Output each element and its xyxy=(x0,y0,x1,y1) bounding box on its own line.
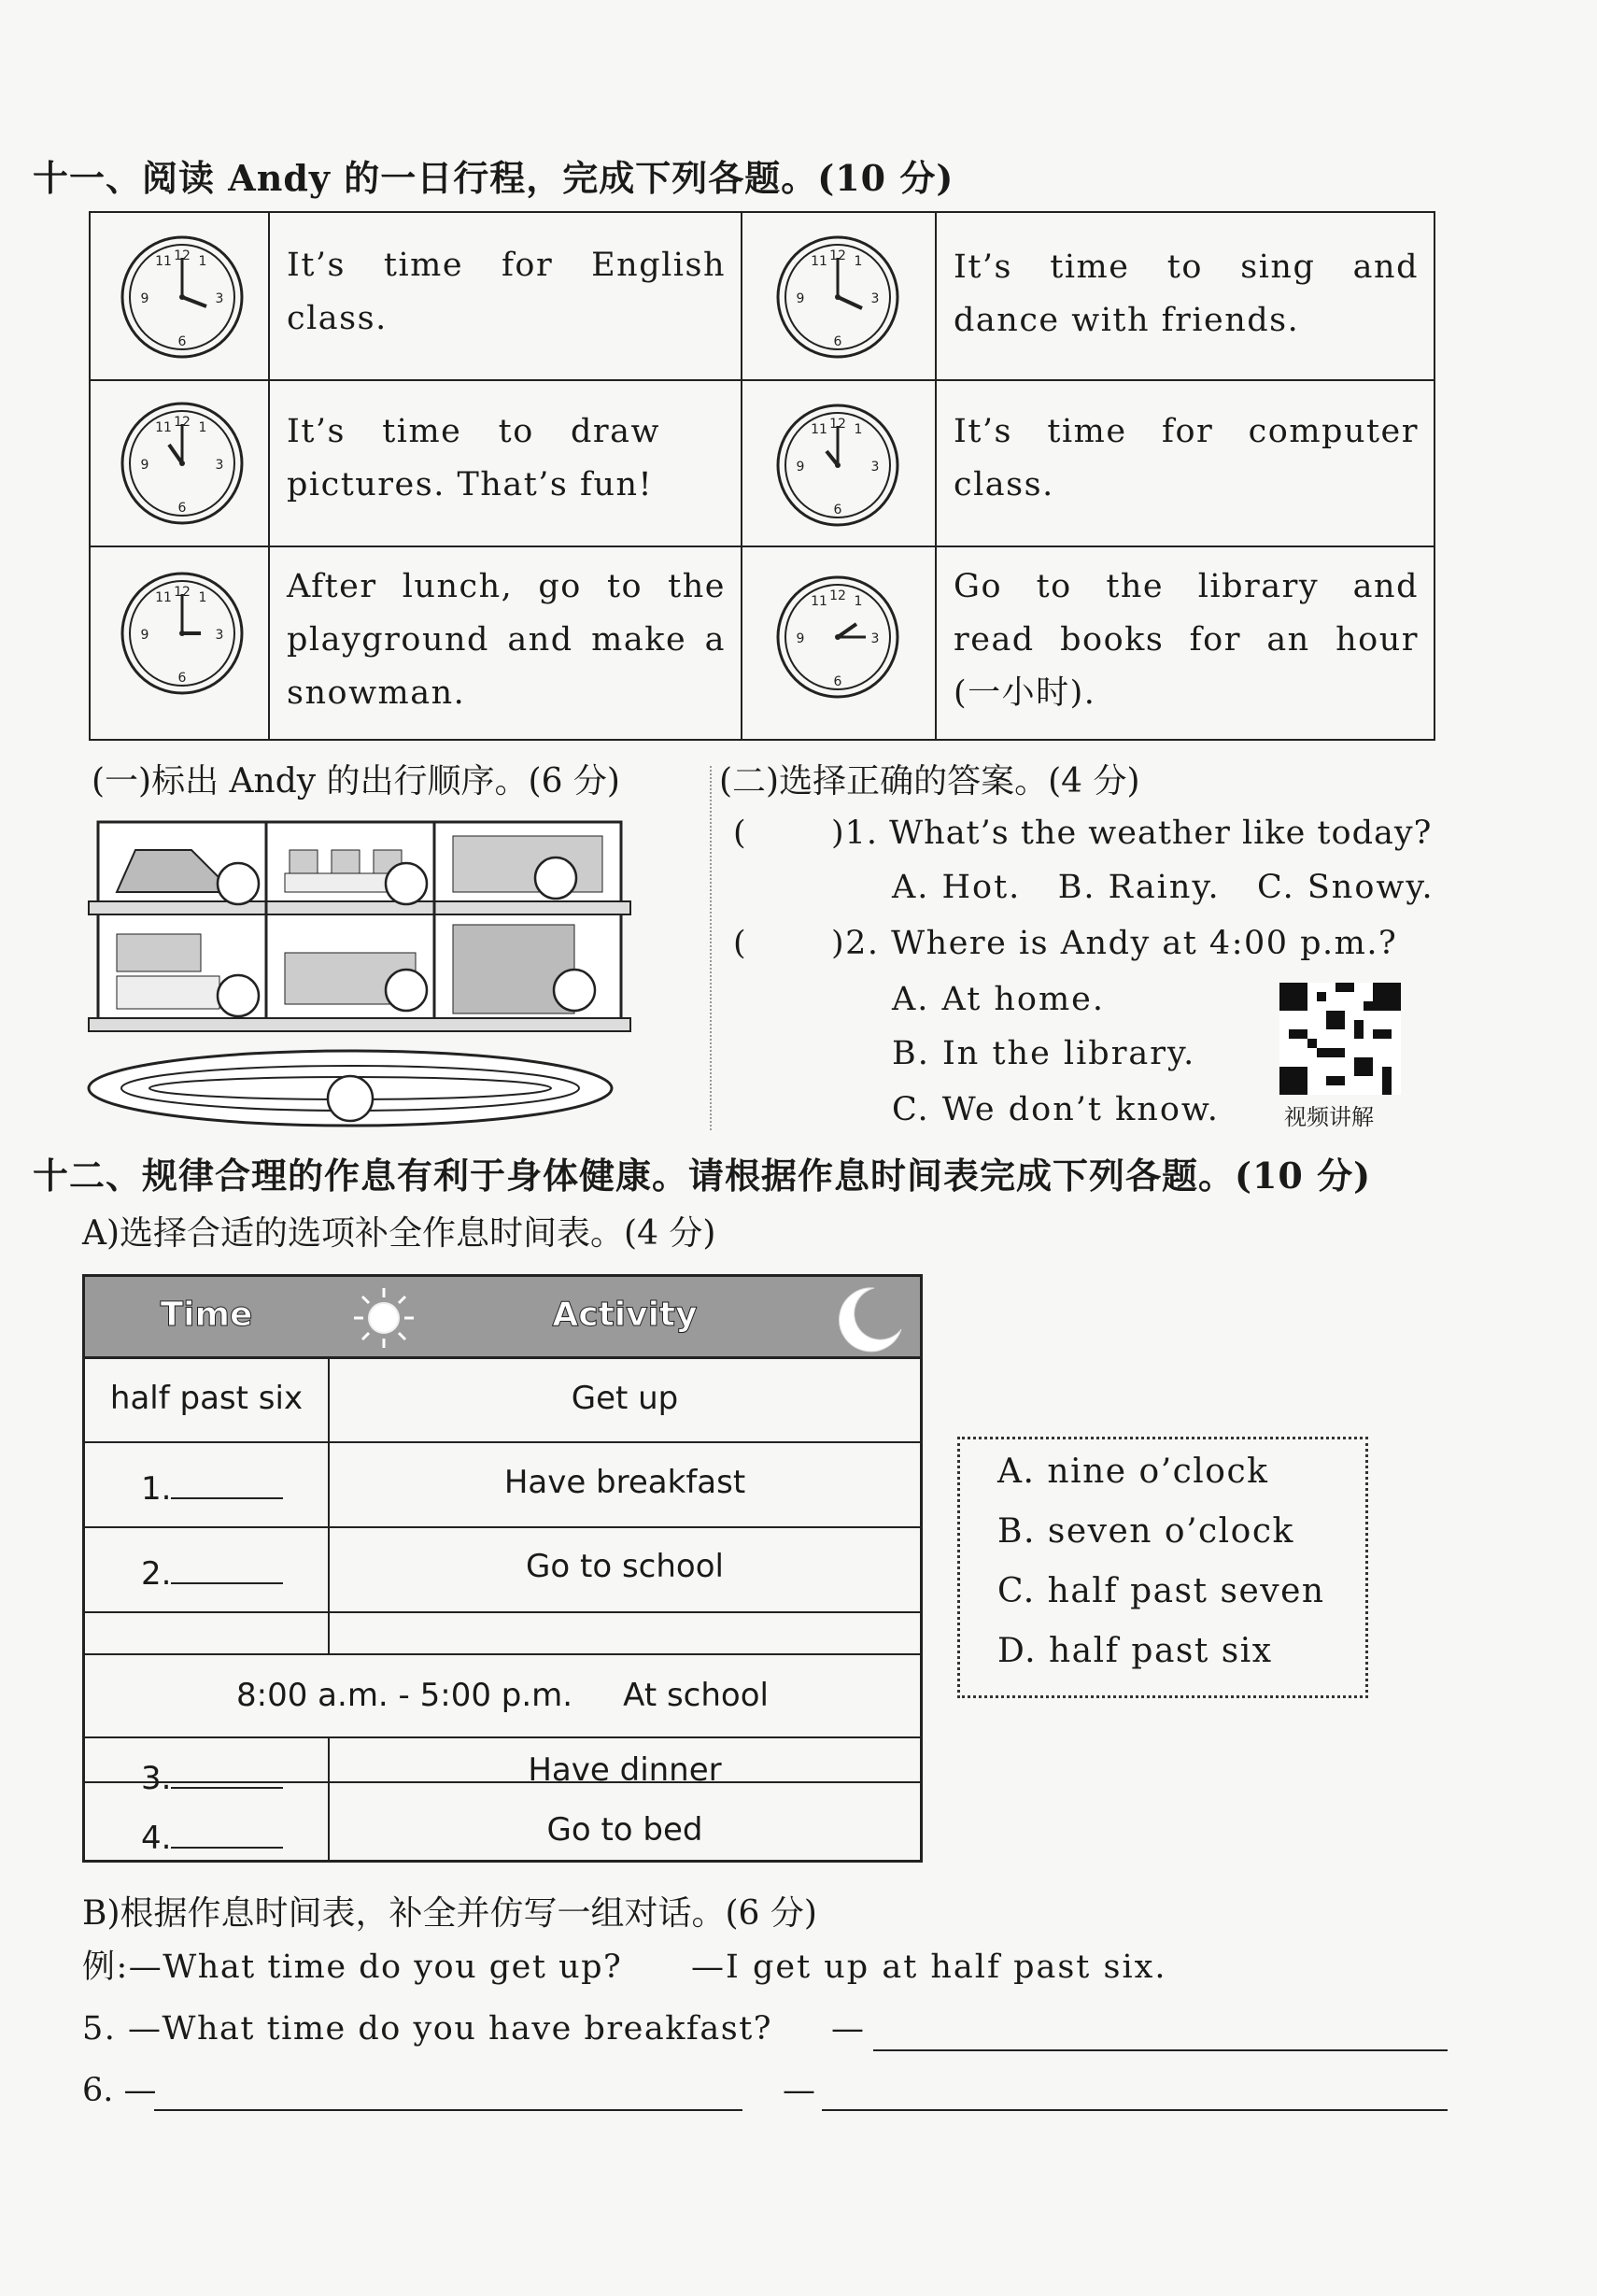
svg-text:9: 9 xyxy=(796,291,805,306)
svg-text:11: 11 xyxy=(811,254,827,269)
q6-question-line[interactable] xyxy=(154,2109,742,2111)
svg-text:3: 3 xyxy=(870,460,880,475)
blank-number: 3. xyxy=(141,1760,172,1797)
partB-title: B)根据作息时间表，补全并仿写一组对话。(6 分) xyxy=(82,1894,817,1933)
svg-text:6: 6 xyxy=(177,671,187,686)
q1-options: A. Hot. B. Rainy. C. Snowy. xyxy=(892,869,1434,906)
svg-text:12: 12 xyxy=(829,248,846,263)
svg-text:9: 9 xyxy=(796,631,805,646)
svg-text:6: 6 xyxy=(833,674,842,689)
school-time: 8:00 a.m. - 5:00 p.m. xyxy=(236,1677,573,1714)
options-box xyxy=(957,1437,1368,1698)
clock-icon xyxy=(117,232,247,362)
schedule-text: After lunch, go to the playground and make a snowman. xyxy=(287,568,726,712)
q6-answer-line[interactable] xyxy=(822,2109,1448,2111)
svg-text:1: 1 xyxy=(198,254,207,269)
option-item: D. half past six xyxy=(997,1632,1273,1670)
svg-text:9: 9 xyxy=(796,460,805,475)
schedule-text: It’s time to sing and dance with friends. xyxy=(954,248,1419,339)
school-activity: At school xyxy=(623,1677,769,1714)
row-activity: Have breakfast xyxy=(503,1464,746,1501)
blank-2[interactable] xyxy=(141,1554,283,1593)
q5-answer-line[interactable] xyxy=(873,2049,1448,2051)
clock-icon xyxy=(117,398,247,529)
option-item: B. seven o’clock xyxy=(997,1512,1294,1551)
svg-text:1: 1 xyxy=(854,422,863,437)
schedule-text: It’s time for English class. xyxy=(287,247,726,337)
partA-title: A)选择合适的选项补全作息时间表。(4 分) xyxy=(82,1214,716,1253)
svg-text:12: 12 xyxy=(174,248,191,263)
svg-text:1: 1 xyxy=(854,254,863,269)
blank-number: 4. xyxy=(141,1820,172,1857)
row-activity: Go to bed xyxy=(546,1811,703,1849)
svg-text:9: 9 xyxy=(140,291,149,306)
row-activity: Go to school xyxy=(526,1548,724,1585)
q5-question: 5. —What time do you have breakfast? xyxy=(82,2010,773,2048)
svg-text:3: 3 xyxy=(215,628,224,643)
q2-option-c: C. We don’t know. xyxy=(892,1091,1220,1128)
svg-text:11: 11 xyxy=(811,422,827,437)
part2-title: (二)选择正确的答案。(4 分) xyxy=(719,762,1140,801)
svg-text:3: 3 xyxy=(870,631,880,646)
schedule-table xyxy=(89,211,1435,741)
blank-number: 1. xyxy=(141,1470,172,1508)
schedule-text: Go to the library and read books for an hour (一小时). xyxy=(954,568,1419,712)
schedule-text: It’s time to draw pictures. That’s fun! xyxy=(287,413,660,503)
q2-paren: ( xyxy=(733,925,746,962)
option-item: C. half past seven xyxy=(997,1572,1325,1610)
svg-text:11: 11 xyxy=(155,420,172,435)
clock-icon xyxy=(772,400,903,531)
svg-text:6: 6 xyxy=(177,501,187,516)
col-activity-header: Activity xyxy=(552,1296,698,1334)
clock-icon xyxy=(772,232,903,362)
q1-paren: ( xyxy=(733,815,746,852)
example-dialogue xyxy=(82,1941,622,1994)
school-building-illustration xyxy=(79,813,640,1135)
q1-stem: )1. What’s the weather like today? xyxy=(831,815,1433,852)
q6-dash: — xyxy=(783,2072,815,2109)
svg-text:12: 12 xyxy=(174,415,191,430)
qr-code-icon[interactable] xyxy=(1279,983,1401,1095)
clock-icon xyxy=(772,572,903,702)
clock-icon xyxy=(117,568,247,699)
blank-1[interactable] xyxy=(141,1469,283,1508)
qr-caption: 视频讲解 xyxy=(1284,1104,1374,1130)
svg-text:12: 12 xyxy=(174,585,191,600)
svg-text:6: 6 xyxy=(177,334,187,349)
option-item: A. nine o’clock xyxy=(997,1453,1269,1491)
q5-dash: — xyxy=(831,2010,864,2048)
svg-text:3: 3 xyxy=(870,291,880,306)
svg-text:11: 11 xyxy=(155,590,172,605)
q2-option-b: B. In the library. xyxy=(892,1035,1196,1072)
svg-text:1: 1 xyxy=(198,590,207,605)
svg-text:3: 3 xyxy=(215,458,224,473)
row-activity: Have dinner xyxy=(528,1751,722,1789)
school-row xyxy=(85,1677,920,1714)
svg-text:11: 11 xyxy=(155,254,172,269)
row-time: half past six xyxy=(109,1380,304,1417)
svg-text:1: 1 xyxy=(854,594,863,609)
moon-icon xyxy=(823,1281,907,1355)
svg-text:3: 3 xyxy=(215,291,224,306)
svg-text:1: 1 xyxy=(198,420,207,435)
q2-stem: )2. Where is Andy at 4:00 p.m.? xyxy=(831,925,1398,962)
col-time-header: Time xyxy=(160,1296,253,1334)
svg-text:6: 6 xyxy=(833,334,842,349)
svg-text:9: 9 xyxy=(140,458,149,473)
svg-text:6: 6 xyxy=(833,503,842,517)
svg-text:9: 9 xyxy=(140,628,149,643)
svg-text:12: 12 xyxy=(829,417,846,432)
svg-text:12: 12 xyxy=(829,588,846,603)
part1-title: (一)标出 Andy 的出行顺序。(6 分) xyxy=(92,762,620,801)
schedule-text: It’s time for computer class. xyxy=(954,413,1419,503)
q2-option-a: A. At home. xyxy=(892,981,1106,1018)
section-11-heading: 十一、阅读 Andy 的一日行程，完成下列各题。(10 分) xyxy=(33,157,954,199)
routine-table xyxy=(82,1274,923,1863)
svg-text:11: 11 xyxy=(811,594,827,609)
example-answer: —I get up at half past six. xyxy=(691,1949,1167,1986)
example-question: —What time do you get up? xyxy=(128,1949,623,1986)
blank-number: 2. xyxy=(141,1555,172,1593)
q6-label: 6. — xyxy=(82,2072,157,2109)
section-12-heading: 十二、规律合理的作息有利于身体健康。请根据作息时间表完成下列各题。(10 分) xyxy=(33,1155,1372,1197)
blank-3[interactable] xyxy=(141,1759,283,1797)
row-activity: Get up xyxy=(571,1380,679,1417)
example-label: 例: xyxy=(82,1949,129,1986)
blank-4[interactable] xyxy=(141,1819,283,1857)
